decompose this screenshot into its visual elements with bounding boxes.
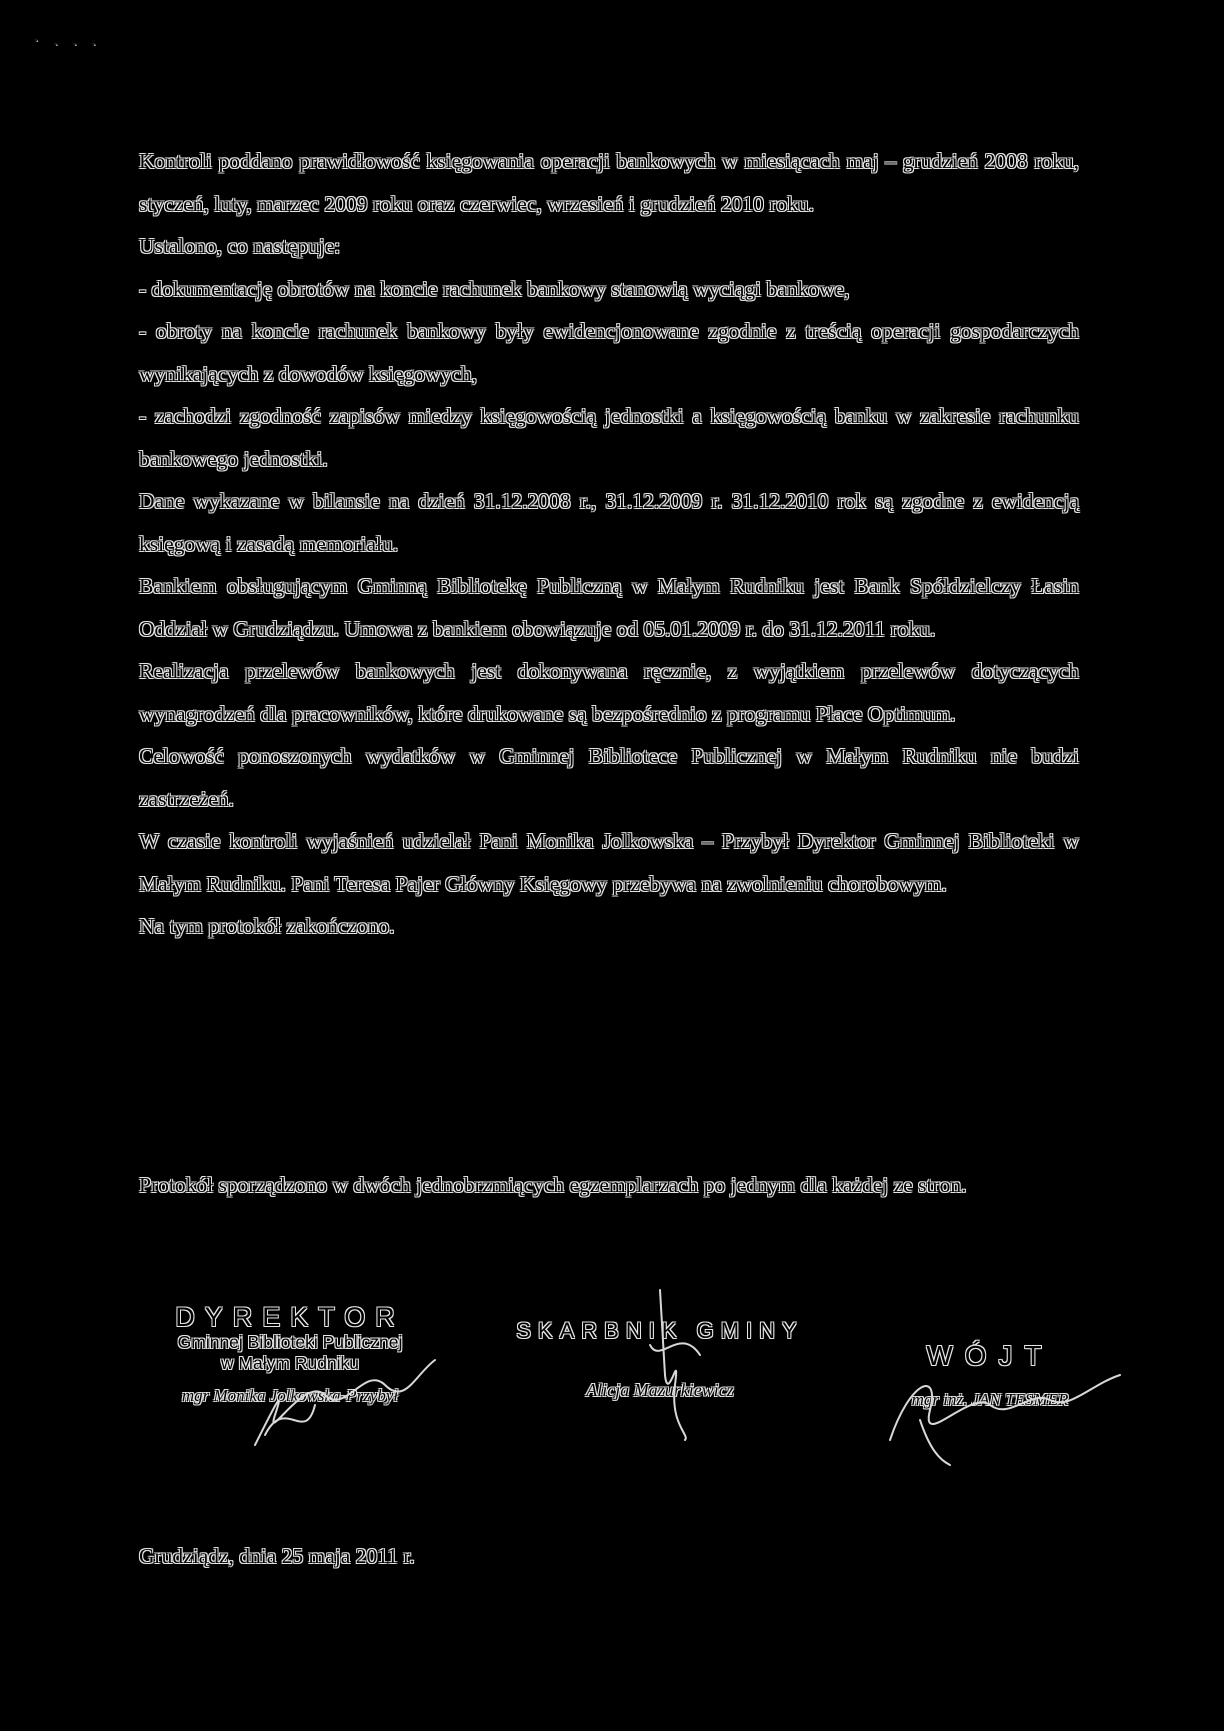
director-location: w Małym Rudniku [220,1353,360,1373]
paragraph-transfers: Realizacja przelewów bankowych jest dokonywana ręcznie, z wyjątkiem przelewów dotyczących wynagrodzeń dla pracowników, które drukowane są bezpośrednio z programu Płace Optimum. [139,659,1079,726]
paragraph-bank: Bankiem obsługującym Gminną Bibliotekę Publiczną w Małym Rudniku jest Bank Spółdzielczy Łasin Oddział w Grudziądzu. Umowa z bankiem obowiązuje od 05.01.2009 r. do 31.12.2011 roku. [139,574,1079,641]
paragraph-finding-1: - dokumentację obrotów na koncie rachunek bankowy stanowią wyciągi bankowe, [139,276,850,301]
mayor-title: WÓJT [926,1340,1054,1371]
protocol-body [139,140,1079,948]
treasurer-title: SKARBNIK GMINY [516,1318,804,1343]
paragraph-scope: Kontroli poddano prawidłowość księgowania operacji bankowych w miesiącach maj – grudzień 2008 roku, styczeń, luty, marzec 2009 roku oraz czerwiec, wrzesień i grudzień 2010 roku. [139,149,1079,216]
paragraph-finding-2: - obroty na koncie rachunek bankowy były ewidencjonowane zgodnie z treścią operacji gospodarczych wynikających z dowodów księgowych, [139,319,1079,386]
closing-statement: Protokół sporządzono w dwóch jednobrzmiących egzemplarzach po jednym dla każdej ze stron. [139,1173,967,1197]
director-name: mgr Monika Jolkowska-Przybył [181,1386,399,1405]
paragraph-balance: Dane wykazane w bilansie na dzień 31.12.2008 r., 31.12.2009 r. 31.12.2010 rok są zgodne z ewidencją księgową i zasadą memoriału. [139,489,1079,556]
director-institution: Gminnej Biblioteki Publicznej [177,1332,403,1352]
paragraph-end: Na tym protokół zakończono. [139,914,395,938]
corner-mark: · . . . [34,34,102,49]
director-signature [245,1355,445,1455]
paragraph-expenses: Celowość ponoszonych wydatków w Gminnej Bibliotece Publicznej w Małym Rudniku nie budzi zastrzeżeń. [139,744,1079,811]
director-title: DYREKTOR [175,1302,405,1332]
mayor-name: mgr inż. JAN TESMER [911,1390,1069,1409]
paragraph-explanations: W czasie kontroli wyjaśnień udzielał Pani Monika Jolkowska – Przybył Dyrektor Gminnej Biblioteki w Małym Rudniku. Pani Teresa Pajer Główny Księgowy przebywa na zwolnieniu chorobowym. [139,829,1079,896]
paragraph-finding-3: - zachodzi zgodność zapisów miedzy księgowością jednostki a księgowością banku w zakresie rachunku bankowego jednostki. [139,404,1079,471]
paragraph-findings-intro: Ustalono, co następuje: [139,234,341,258]
place-and-date: Grudziądz, dnia 25 maja 2011 r. [139,1544,415,1568]
treasurer-signature [640,1285,720,1445]
mayor-signature [880,1360,1130,1470]
treasurer-name: Alicja Mazurkiewicz [586,1380,734,1400]
